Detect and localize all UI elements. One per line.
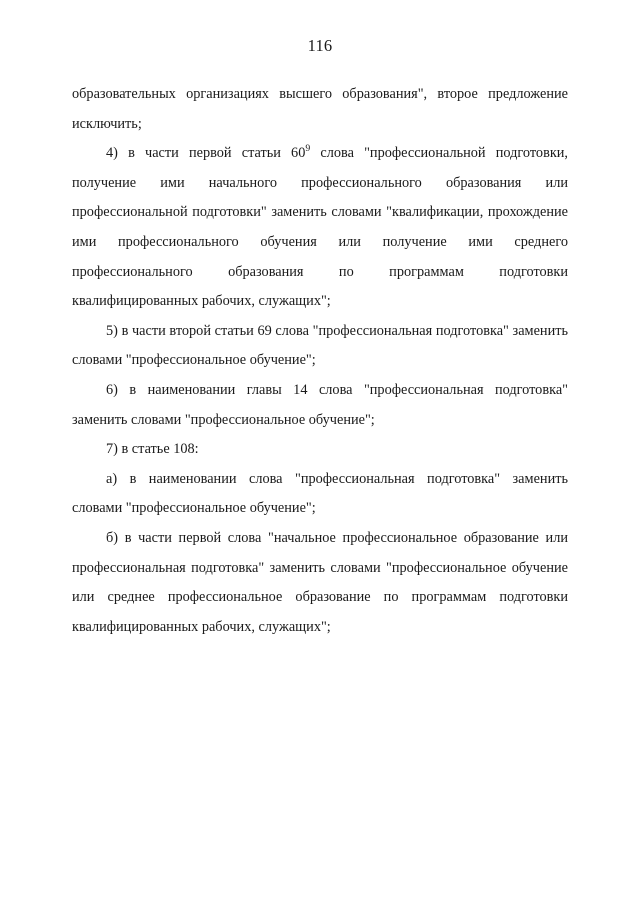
superscript-marker: 9 (305, 143, 311, 155)
paragraph: 7) в статье 108: (106, 441, 199, 458)
paragraph: 5) в части второй статьи 69 слова "профессиональная подготовка" заменить словами "профессиональное обучение"; (72, 322, 568, 369)
document-body (72, 80, 568, 642)
paragraph-text-after-superscript: слова "профессиональной подготовки, получение ими начального профессионального образования или профессиональной подготовки" заменить словами "квалификации, прохождение ими профессионального обучения или получение ими среднего профессионального образования по программам подготовки квалифицированных рабочих, служащих"; (72, 145, 568, 310)
paragraph-text-before-superscript: 4) в части первой статьи 60 (106, 145, 306, 162)
paragraph: образовательных организациях высшего образования", второе предложение исключить; (72, 86, 568, 132)
paragraph (72, 139, 568, 317)
page-number: 116 (307, 36, 333, 55)
paragraph: а) в наименовании слова "профессиональная подготовка" заменить словами "профессиональное обучение"; (72, 470, 568, 517)
paragraph: б) в части первой слова "начальное профессиональное образование или профессиональная подготовка" заменить словами "профессиональное обучение или среднее профессиональное образование по программам подготовки квалифицированных рабочих, служащих"; (72, 529, 568, 635)
paragraph: 6) в наименовании главы 14 слова "профессиональная подготовка" заменить словами "профессиональное обучение"; (72, 381, 568, 428)
